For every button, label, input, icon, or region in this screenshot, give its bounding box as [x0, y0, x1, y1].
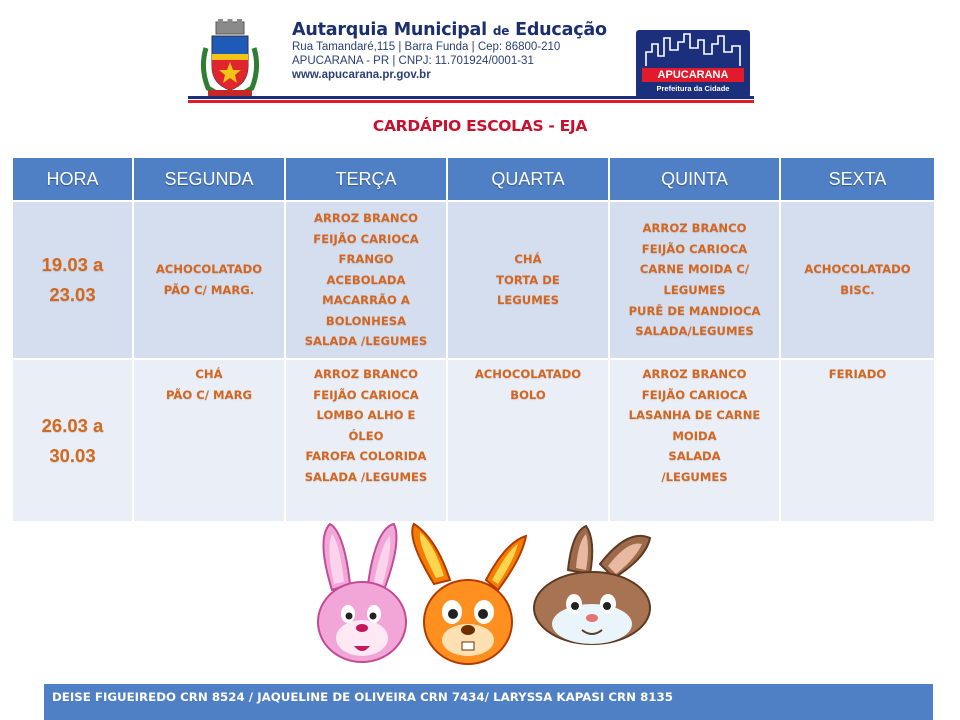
menu-item: FEIJÃO CARIOCA: [313, 231, 419, 246]
menu-item: MACARRÃO A: [322, 293, 410, 308]
menu-cell-quarta: [447, 201, 609, 359]
week-date-cell: [12, 359, 133, 522]
menu-item: ARROZ BRANCO: [642, 367, 747, 381]
apucarana-logo: [636, 30, 750, 98]
menu-item: ARROZ BRANCO: [642, 221, 747, 236]
menu-item: LEGUMES: [663, 283, 726, 297]
brand-subtitle: Prefeitura da Cidade: [656, 84, 730, 93]
date-range-start: 19.03 a: [41, 254, 104, 275]
nutritionists-footer: DEISE FIGUEIREDO CRN 8524 / JAQUELINE DE OLIVEIRA CRN 7434/ LARYSSA KAPASI CRN 8135: [42, 684, 933, 720]
menu-cell-sexta: [780, 359, 935, 522]
document-title: CARDÁPIO ESCOLAS - EJA: [372, 117, 588, 135]
menu-item: TORTA DE: [496, 272, 560, 287]
menu-item: SALADA /LEGUMES: [304, 334, 428, 349]
menu-item: CARNE MOIDA C/: [639, 262, 750, 277]
menu-item: PURÊ DE MANDIOCA: [628, 303, 761, 318]
easter-bunnies-illustration: [310, 518, 660, 670]
week-date-cell: [12, 201, 133, 359]
institution-url[interactable]: www.apucarana.pr.gov.br: [292, 69, 431, 81]
menu-item: BISC.: [840, 283, 875, 297]
menu-item: SALADA /LEGUMES: [304, 469, 428, 484]
menu-item: ACEBOLADA: [326, 272, 406, 287]
menu-item: MOIDA: [672, 428, 717, 443]
institution-name: Autarquia Municipal de Educação: [292, 20, 607, 40]
header-rule-blue: [188, 96, 754, 99]
menu-item: ARROZ BRANCO: [314, 367, 418, 381]
column-header-segunda: SEGUNDA: [133, 157, 285, 201]
menu-item: ACHOCOLATADO: [155, 262, 263, 277]
column-header-sexta: SEXTA: [780, 157, 935, 201]
menu-table: [11, 156, 936, 523]
date-range-end: 30.03: [49, 444, 96, 466]
menu-item: SALADA/LEGUMES: [635, 324, 754, 339]
institution-city-cnpj: APUCARANA - PR | CNPJ: 11.701924/0001-31: [292, 55, 534, 67]
table-row: [12, 201, 935, 359]
menu-item: BOLO: [510, 387, 546, 402]
menu-item: CHÁ: [195, 367, 223, 381]
header-rule-red: [188, 100, 754, 103]
menu-cell-segunda: [133, 201, 285, 359]
brand-name: APUCARANA: [642, 68, 744, 82]
menu-item: FRANGO: [338, 252, 394, 267]
menu-item: LOMBO ALHO E: [316, 408, 416, 423]
column-header-terca: TERÇA: [285, 157, 447, 201]
column-header-hora: HORA: [12, 157, 133, 201]
menu-item: PÃO C/ MARG.: [163, 283, 255, 297]
date-range-end: 23.03: [49, 284, 96, 305]
pink-bunny-icon: [318, 524, 406, 662]
column-header-quarta: QUARTA: [447, 157, 609, 201]
institution-address: Rua Tamandaré,115 | Barra Funda | Cep: 86800-210: [292, 41, 561, 53]
column-header-quinta: QUINTA: [609, 157, 780, 201]
menu-item: SALADA: [668, 449, 721, 464]
menu-item: FEIJÃO CARIOCA: [641, 387, 748, 402]
menu-item: ÓLEO: [348, 428, 384, 443]
menu-item: BOLONHESA: [325, 313, 407, 328]
menu-cell-quinta: [609, 201, 780, 359]
orange-bunny-icon: [412, 524, 526, 664]
menu-cell-sexta: [780, 201, 935, 359]
menu-item: LASANHA DE CARNE: [628, 408, 761, 423]
table-header-row: [12, 157, 935, 201]
menu-cell-segunda: [133, 359, 285, 522]
date-range-start: 26.03 a: [41, 414, 104, 436]
menu-item: LEGUMES: [496, 293, 560, 308]
menu-cell-quinta: [609, 359, 780, 522]
menu-item: CHÁ: [514, 252, 542, 267]
brown-bunny-icon: [534, 526, 650, 644]
table-row: [12, 359, 935, 522]
menu-item: ACHOCOLATADO: [474, 367, 582, 381]
coat-of-arms-icon: [198, 18, 262, 100]
apucarana-skyline-logo: [636, 30, 750, 68]
menu-item: FEIJÃO CARIOCA: [313, 387, 419, 402]
menu-item: FERIADO: [828, 367, 887, 381]
menu-cell-terca: [285, 359, 447, 522]
letterhead: [188, 14, 754, 104]
menu-item: ARROZ BRANCO: [314, 210, 418, 225]
institution-info: [292, 20, 622, 82]
menu-item: /LEGUMES: [661, 469, 728, 484]
menu-cell-terca: [285, 201, 447, 359]
menu-cell-quarta: [447, 359, 609, 522]
menu-item: PÃO C/ MARG: [165, 387, 253, 402]
menu-item: FEIJÃO CARIOCA: [641, 241, 748, 256]
menu-item: FAROFA COLORIDA: [305, 449, 427, 464]
menu-item: ACHOCOLATADO: [804, 262, 911, 277]
